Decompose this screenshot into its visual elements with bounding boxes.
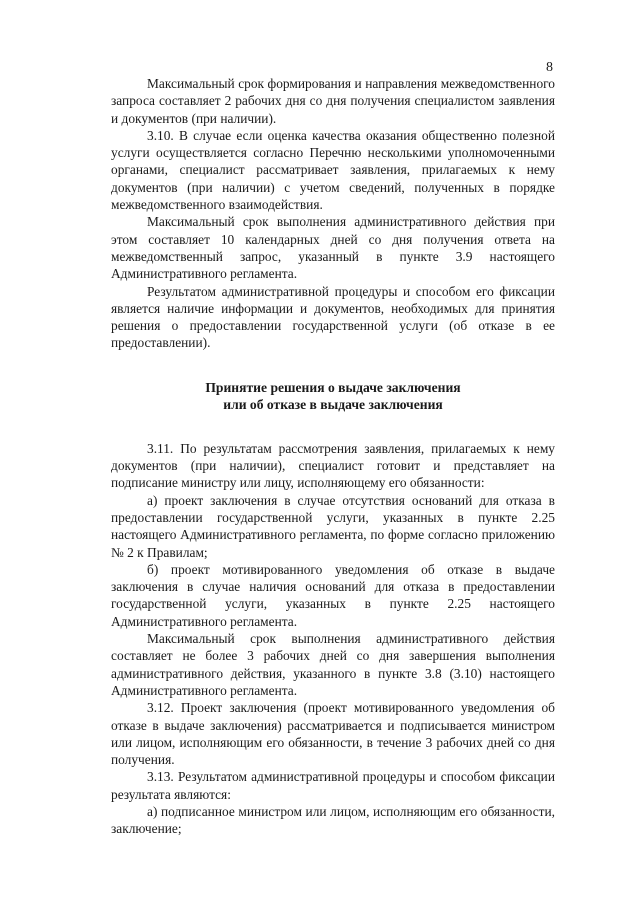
paragraph: 3.12. Проект заключения (проект мотивированного уведомления об отказе в выдаче заключения) рассматривается и подписывается министром или лицом, исполняющим его обязанности, в течение 3 рабочих дней со дня получения. [111,700,555,768]
paragraph: Максимальный срок выполнения административного действия при этом составляет 10 календарных дней со дня получения ответа на межведомственный запрос, указанный в пункте 3.9 настоящего Административного регламента. [111,214,555,282]
section-heading-line: или об отказе в выдаче заключения [223,396,443,412]
paragraph: а) подписанное министром или лицом, исполняющим его обязанности, заключение; [111,803,555,837]
paragraph: а) проект заключения в случае отсутствия оснований для отказа в предоставлении государственной услуги, указанных в пункте 2.25 настоящего Административного регламента, по форме согласно приложению № 2 к Правилам; [111,492,555,560]
paragraph: 3.11. По результатам рассмотрения заявления, прилагаемых к нему документов (при наличии), специалист готовит и представляет на подписание министру или лицу, исполняющему его обязанности: [111,440,555,491]
page-number: 8 [546,60,553,75]
section-heading-line: Принятие решения о выдаче заключения [205,379,461,395]
paragraph: Максимальный срок формирования и направления межведомственного запроса составляет 2 рабочих дня со дня получения специалистом заявления и документов (при наличии). [111,76,555,126]
paragraph: 3.13. Результатом административной процедуры и способом фиксации результата являются: [111,769,555,802]
paragraph: 3.10. В случае если оценка качества оказания общественно полезной услуги осуществляется согласно Перечню несколькими уполномоченными органами, специалист рассматривает заявления, прилагаемых к нему документов (при наличии) с учетом сведений, полученных в порядке межведомственного взаимодействия. [111,127,555,213]
paragraph: б) проект мотивированного уведомления об отказе в выдаче заключения в случае наличия оснований для отказа в предоставлении государственной услуги, указанных в пункте 2.25 настоящего Административного регламента. [111,561,555,629]
section-heading [111,379,555,413]
document-body [111,75,555,838]
paragraph: Результатом административной процедуры и способом его фиксации является наличие информации и документов, необходимых для принятия решения о предоставлении государственной услуги (об отказе в ее предоставлении). [111,283,555,351]
paragraph: Максимальный срок выполнения административного действия составляет не более 3 рабочих дней со дня завершения выполнения административного действия, указанного в пункте 3.8 (3.10) настоящего Административного регламента. [111,631,555,698]
